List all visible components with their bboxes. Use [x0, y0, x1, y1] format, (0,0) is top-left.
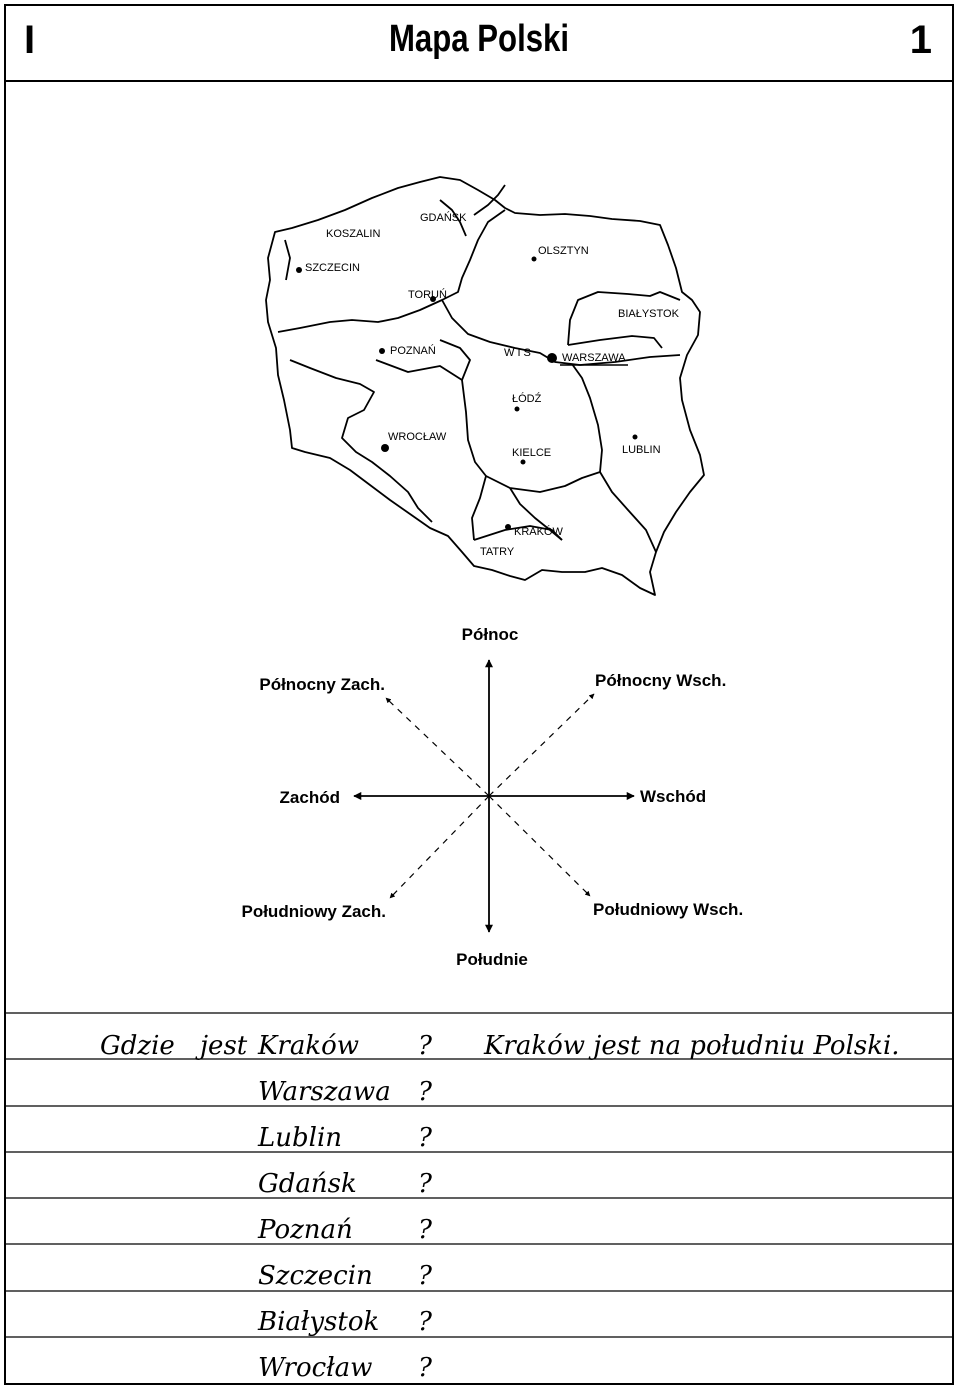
page-number: 1	[909, 18, 932, 62]
city-question-6: Szczecin	[258, 1261, 373, 1291]
label-wroclaw: WROCŁAW	[388, 431, 447, 443]
label-krakow: KRAKÓW	[514, 526, 563, 538]
label-bialystok: BIAŁYSTOK	[618, 308, 679, 320]
question-mark-3: ?	[418, 1123, 432, 1153]
city-question-7: Białystok	[258, 1307, 380, 1337]
label-torun: TORUŃ	[408, 289, 447, 301]
label-kielce: KIELCE	[512, 447, 552, 459]
label-gdansk: GDAŃSK	[420, 212, 467, 224]
word-gdzie: Gdzie	[100, 1031, 175, 1061]
label-northwest: Północny Zach.	[259, 675, 385, 694]
label-west: Zachód	[279, 788, 340, 807]
city-question-1: Kraków	[258, 1031, 360, 1061]
page-title: Mapa Polski	[388, 18, 570, 60]
city-question-5: Poznań	[258, 1215, 353, 1245]
label-warszawa: WARSZAWA	[562, 352, 626, 364]
question-mark-6: ?	[418, 1261, 432, 1291]
label-lodz: ŁÓDŹ	[512, 393, 542, 405]
writing-lines	[6, 1013, 952, 1337]
label-northeast: Północny Wsch.	[595, 671, 727, 690]
city-question-4: Gdańsk	[258, 1169, 357, 1199]
city-question-3: Lublin	[258, 1123, 343, 1153]
section-number: I	[24, 18, 36, 62]
label-east: Wschód	[640, 787, 707, 806]
label-szczecin: SZCZECIN	[305, 262, 360, 274]
question-mark-2: ?	[418, 1077, 432, 1107]
question-mark-4: ?	[418, 1169, 432, 1199]
compass-labels	[241, 625, 743, 969]
question-mark-5: ?	[418, 1215, 432, 1245]
label-olsztyn: OLSZTYN	[538, 245, 589, 257]
city-question-2: Warszawa	[258, 1077, 391, 1107]
question-mark-8: ?	[418, 1353, 432, 1383]
label-north: Północ	[461, 625, 519, 644]
word-jest: jest	[200, 1031, 248, 1061]
label-lublin: LUBLIN	[622, 444, 661, 456]
label-southwest: Południowy Zach.	[241, 902, 386, 921]
city-question-8: Wrocław	[258, 1353, 373, 1383]
sample-answer: Kraków jest na południu Polski.	[484, 1031, 900, 1061]
label-koszalin: KOSZALIN	[326, 228, 381, 240]
question-mark-7: ?	[418, 1307, 432, 1337]
question-mark-1: ?	[418, 1031, 432, 1061]
compass-rose	[354, 660, 634, 932]
label-southeast: Południowy Wsch.	[593, 900, 744, 919]
label-wisla: W I S	[504, 347, 531, 359]
label-south: Południe	[456, 950, 528, 969]
handwritten-questions	[100, 1031, 900, 1383]
label-tatry: TATRY	[480, 546, 515, 558]
label-poznan: POZNAŃ	[390, 345, 436, 357]
